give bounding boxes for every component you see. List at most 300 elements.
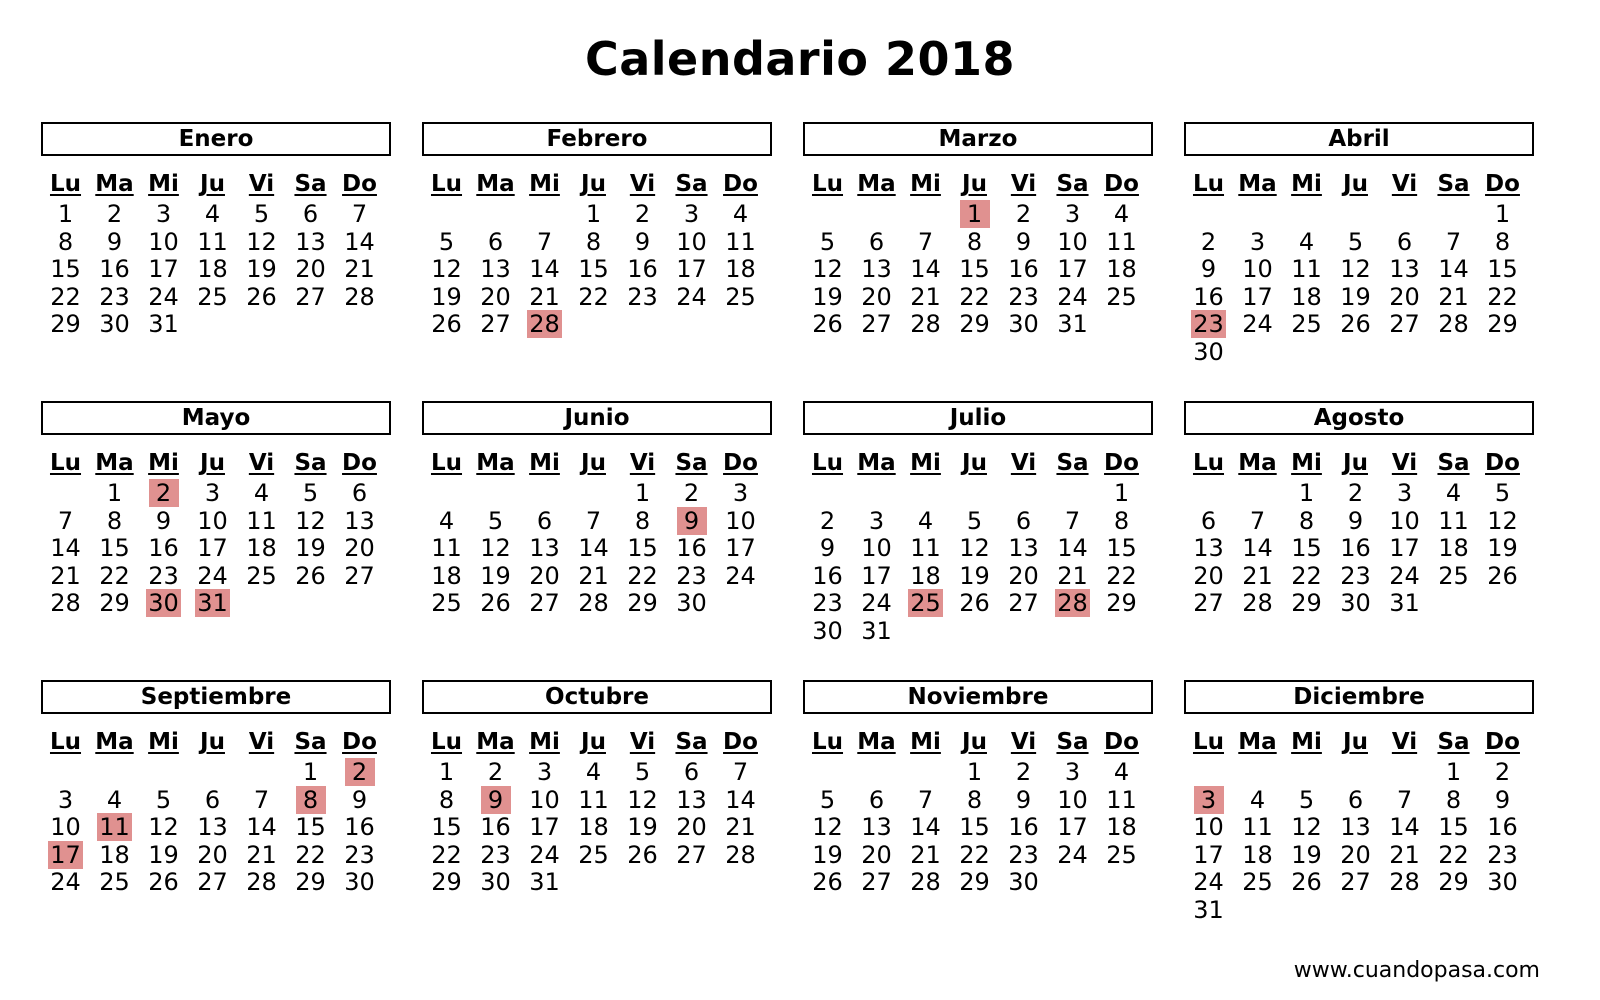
calendar-day: 28 (344, 282, 375, 311)
weekday-label: Ju (581, 171, 606, 197)
holiday-day: 17 (50, 840, 81, 869)
calendar-day: 3 (204, 479, 221, 507)
weekday-label: Do (723, 729, 758, 755)
calendar-day: 17 (1057, 255, 1088, 284)
calendar-day: 24 (197, 561, 228, 590)
calendar-day: 9 (1015, 785, 1032, 814)
calendar-day: 27 (197, 868, 228, 897)
calendar-day: 11 (1291, 255, 1322, 284)
calendar-day: 26 (246, 282, 277, 311)
calendar-day: 21 (910, 840, 941, 869)
calendar-day: 24 (148, 282, 179, 311)
weekday-label: Sa (294, 729, 327, 755)
calendar-day: 13 (529, 534, 560, 563)
calendar-day: 22 (50, 282, 81, 311)
calendar-day: 21 (344, 255, 375, 284)
calendar-day: 4 (438, 506, 455, 535)
calendar-day: 26 (431, 310, 462, 339)
month-days (803, 156, 1153, 376)
calendar-day: 5 (438, 227, 455, 256)
weekday-label: Do (1104, 450, 1139, 476)
month-header: Septiembre (41, 680, 391, 714)
calendar-day: 10 (50, 813, 81, 842)
calendar-day: 16 (1008, 255, 1039, 284)
calendar-day: 23 (812, 589, 843, 618)
calendar-day: 30 (99, 310, 130, 339)
calendar-day: 19 (1291, 840, 1322, 869)
calendar-day: 24 (725, 561, 756, 590)
calendar-day: 21 (529, 282, 560, 311)
calendar-day: 23 (99, 282, 130, 311)
weekday-label: Ma (857, 450, 896, 476)
holiday-day: 1 (950, 200, 999, 228)
calendar-day: 8 (634, 506, 651, 535)
weekday-label: Sa (675, 171, 708, 197)
calendar-day: 20 (1193, 561, 1224, 590)
weekday-label: Do (342, 450, 377, 476)
calendar-day: 20 (344, 534, 375, 563)
calendar-day: 2 (1015, 200, 1032, 228)
calendar-day: 20 (861, 282, 892, 311)
weekday-label: Vi (629, 729, 656, 755)
calendar-day: 22 (1291, 561, 1322, 590)
calendar-day: 10 (1057, 785, 1088, 814)
calendar-day: 9 (1200, 255, 1217, 284)
holiday-day: 3 (1184, 786, 1233, 814)
calendar-day: 9 (1347, 506, 1364, 535)
calendar-day: 3 (683, 200, 700, 228)
calendar-day: 14 (246, 813, 277, 842)
holiday-day: 9 (471, 786, 520, 814)
weekday-label: Sa (1437, 450, 1470, 476)
calendar-day: 14 (725, 785, 756, 814)
calendar-day: 6 (302, 200, 319, 228)
calendar-day: 19 (148, 840, 179, 869)
weekday-label: Ma (1238, 171, 1277, 197)
calendar-day: 22 (1106, 561, 1137, 590)
calendar-day: 2 (106, 200, 123, 228)
month-abril (1184, 122, 1534, 376)
calendar-day: 25 (725, 282, 756, 311)
weekday-label: Lu (1192, 450, 1225, 476)
calendar-day: 29 (431, 868, 462, 897)
calendar-day: 19 (959, 561, 990, 590)
month-header: Junio (422, 401, 772, 435)
month-header: Agosto (1184, 401, 1534, 435)
calendar-day: 6 (683, 758, 700, 786)
calendar-day: 16 (1340, 534, 1371, 563)
calendar-day: 11 (725, 227, 756, 256)
calendar-day: 10 (861, 534, 892, 563)
calendar-day: 16 (1487, 813, 1518, 842)
calendar-day: 5 (487, 506, 504, 535)
calendar-day: 11 (1438, 506, 1469, 535)
calendar-day: 1 (106, 479, 123, 507)
calendar-day: 14 (1242, 534, 1273, 563)
calendar-day: 18 (1106, 255, 1137, 284)
calendar-day: 27 (1340, 868, 1371, 897)
weekday-label: Mi (529, 450, 560, 476)
calendar-day: 5 (634, 758, 651, 786)
month-diciembre (1184, 680, 1534, 934)
calendar-day: 3 (536, 758, 553, 786)
calendar-day: 3 (155, 200, 172, 228)
calendar-day: 24 (50, 868, 81, 897)
calendar-day: 15 (1291, 534, 1322, 563)
calendar-day: 8 (106, 506, 123, 535)
calendar-day: 15 (1487, 255, 1518, 284)
calendar-day: 7 (917, 227, 934, 256)
month-marzo (803, 122, 1153, 376)
calendar-day: 15 (1106, 534, 1137, 563)
month-octubre (422, 680, 772, 934)
calendar-day: 6 (536, 506, 553, 535)
calendar-day: 9 (634, 227, 651, 256)
calendar-day: 12 (812, 813, 843, 842)
weekday-label: Vi (248, 729, 275, 755)
calendar-day: 24 (1193, 868, 1224, 897)
calendar-day: 19 (246, 255, 277, 284)
calendar-day: 29 (1438, 868, 1469, 897)
weekday-label: Ma (857, 729, 896, 755)
calendar-day: 6 (1347, 785, 1364, 814)
weekday-label: Mi (1291, 729, 1322, 755)
calendar-day: 31 (1389, 589, 1420, 618)
weekday-label: Sa (1056, 450, 1089, 476)
month-days (41, 714, 391, 934)
month-days (41, 156, 391, 376)
calendar-day: 12 (148, 813, 179, 842)
calendar-day: 22 (431, 840, 462, 869)
weekday-label: Ju (200, 729, 225, 755)
calendar-day: 24 (1057, 840, 1088, 869)
calendar-day: 14 (1057, 534, 1088, 563)
calendar-day: 20 (1340, 840, 1371, 869)
calendar-day: 29 (959, 868, 990, 897)
calendar-day: 25 (1438, 561, 1469, 590)
calendar-day: 2 (487, 758, 504, 786)
calendar-day: 10 (1242, 255, 1273, 284)
weekday-label: Lu (811, 729, 844, 755)
calendar-day: 15 (959, 813, 990, 842)
weekday-label: Lu (49, 729, 82, 755)
calendar-day: 18 (99, 840, 130, 869)
calendar-day: 6 (1200, 506, 1217, 535)
calendar-day: 14 (1389, 813, 1420, 842)
calendar-day: 17 (1389, 534, 1420, 563)
weekday-label: Ma (95, 729, 134, 755)
calendar-day: 7 (732, 758, 749, 786)
calendar-day: 22 (959, 282, 990, 311)
month-days (422, 714, 772, 934)
calendar-day: 29 (1106, 589, 1137, 618)
weekday-label: Ju (962, 171, 987, 197)
weekday-label: Ju (200, 171, 225, 197)
weekday-label: Sa (675, 729, 708, 755)
calendar-day: 23 (676, 561, 707, 590)
calendar-day: 17 (148, 255, 179, 284)
calendar-day: 12 (295, 506, 326, 535)
calendar-day: 29 (50, 310, 81, 339)
calendar-day: 27 (1193, 589, 1224, 618)
page-title: Calendario 2018 (584, 32, 1016, 86)
calendar-day: 4 (585, 758, 602, 786)
weekday-label: Ma (476, 729, 515, 755)
calendar-day: 11 (1242, 813, 1273, 842)
calendar-day: 8 (585, 227, 602, 256)
calendar-day: 5 (1494, 479, 1511, 507)
calendar-day: 7 (917, 785, 934, 814)
calendar-day: 18 (578, 813, 609, 842)
calendar-day: 9 (106, 227, 123, 256)
weekday-label: Do (342, 729, 377, 755)
weekday-label: Mi (910, 729, 941, 755)
holiday-day: 8 (286, 786, 335, 814)
calendar-day: 1 (1494, 200, 1511, 228)
weekday-label: Lu (430, 450, 463, 476)
calendar-day: 31 (861, 617, 892, 645)
calendar-day: 19 (295, 534, 326, 563)
calendar-day: 4 (917, 506, 934, 535)
calendar-day: 20 (197, 840, 228, 869)
calendar-day: 30 (480, 868, 511, 897)
calendar-day: 24 (1057, 282, 1088, 311)
holiday-day: 30 (148, 589, 179, 618)
calendar-day: 4 (1249, 785, 1266, 814)
calendar-day: 18 (1438, 534, 1469, 563)
calendar-day: 25 (431, 589, 462, 618)
weekday-label: Sa (1056, 729, 1089, 755)
calendar-day: 18 (1242, 840, 1273, 869)
weekday-label: Sa (1056, 171, 1089, 197)
calendar-day: 25 (246, 561, 277, 590)
calendar-day: 4 (106, 785, 123, 814)
calendar-day: 21 (1389, 840, 1420, 869)
weekday-label: Lu (1192, 729, 1225, 755)
calendar-day: 27 (861, 868, 892, 897)
weekday-label: Vi (629, 450, 656, 476)
calendar-day: 3 (1064, 200, 1081, 228)
holiday-day: 28 (529, 310, 560, 339)
calendar-day: 6 (868, 785, 885, 814)
weekday-label: Vi (1010, 171, 1037, 197)
calendar-day: 20 (1008, 561, 1039, 590)
calendar-day: 30 (344, 868, 375, 897)
calendar-day: 3 (57, 785, 74, 814)
calendar-day: 25 (578, 840, 609, 869)
calendar-day: 14 (344, 227, 375, 256)
month-header: Febrero (422, 122, 772, 156)
calendar-day: 2 (634, 200, 651, 228)
calendar-day: 11 (197, 227, 228, 256)
calendar-day: 28 (1242, 589, 1273, 618)
weekday-label: Ju (962, 450, 987, 476)
calendar-day: 15 (50, 255, 81, 284)
calendar-day: 18 (431, 561, 462, 590)
calendar-day: 27 (1008, 589, 1039, 618)
month-header: Noviembre (803, 680, 1153, 714)
calendar-day: 8 (966, 785, 983, 814)
calendar-day: 15 (959, 255, 990, 284)
calendar-day: 27 (676, 840, 707, 869)
calendar-day: 23 (1340, 561, 1371, 590)
calendar-day: 12 (431, 255, 462, 284)
weekday-label: Vi (1010, 729, 1037, 755)
calendar-day: 21 (1057, 561, 1088, 590)
weekday-label: Ju (1343, 171, 1368, 197)
calendar-day: 16 (1008, 813, 1039, 842)
calendar-day: 18 (725, 255, 756, 284)
calendar-day: 26 (295, 561, 326, 590)
calendar-day: 4 (732, 200, 749, 228)
calendar-day: 16 (676, 534, 707, 563)
month-days (422, 156, 772, 376)
calendar-day: 31 (1057, 310, 1088, 339)
holiday-day: 2 (139, 479, 188, 507)
calendar-day: 26 (959, 589, 990, 618)
calendar-day: 17 (725, 534, 756, 563)
month-header: Octubre (422, 680, 772, 714)
calendar-day: 8 (57, 227, 74, 256)
calendar-day: 31 (529, 868, 560, 897)
calendar-day: 26 (480, 589, 511, 618)
calendar-day: 31 (148, 310, 179, 339)
calendar-day: 15 (1438, 813, 1469, 842)
calendar-day: 3 (1064, 758, 1081, 786)
calendar-day: 18 (1106, 813, 1137, 842)
calendar-day: 2 (1494, 758, 1511, 786)
calendar-day: 7 (253, 785, 270, 814)
calendar-day: 28 (1438, 310, 1469, 339)
weekday-label: Ma (476, 450, 515, 476)
weekday-label: Lu (49, 450, 82, 476)
weekday-label: Lu (811, 450, 844, 476)
calendar-day: 27 (344, 561, 375, 590)
holiday-day: 31 (197, 589, 228, 618)
calendar-day: 15 (627, 534, 658, 563)
calendar-day: 19 (627, 813, 658, 842)
calendar-day: 12 (246, 227, 277, 256)
holiday-day: 25 (910, 589, 941, 618)
calendar-day: 8 (1445, 785, 1462, 814)
calendar-day: 27 (295, 282, 326, 311)
calendar-day: 30 (1487, 868, 1518, 897)
calendar-day: 27 (861, 310, 892, 339)
calendar-day: 14 (910, 813, 941, 842)
holiday-day: 23 (1193, 310, 1224, 339)
calendar-day: 29 (627, 589, 658, 618)
calendar-day: 26 (1487, 561, 1518, 590)
calendar-day: 6 (868, 227, 885, 256)
calendar-day: 5 (1347, 227, 1364, 256)
month-septiembre (41, 680, 391, 934)
calendar-day: 26 (627, 840, 658, 869)
calendar-day: 30 (1008, 310, 1039, 339)
calendar-day: 7 (1249, 506, 1266, 535)
calendar-day: 28 (578, 589, 609, 618)
weekday-label: Sa (294, 450, 327, 476)
calendar-day: 11 (246, 506, 277, 535)
calendar-day: 15 (431, 813, 462, 842)
calendar-day: 7 (536, 227, 553, 256)
calendar-day: 20 (861, 840, 892, 869)
calendar-day: 2 (1015, 758, 1032, 786)
calendar-day: 17 (676, 255, 707, 284)
calendar-day: 3 (1396, 479, 1413, 507)
calendar-day: 22 (1487, 282, 1518, 311)
calendar-day: 26 (148, 868, 179, 897)
month-header: Enero (41, 122, 391, 156)
weekday-label: Mi (148, 450, 179, 476)
calendar-day: 27 (480, 310, 511, 339)
calendar-day: 13 (480, 255, 511, 284)
calendar-day: 13 (676, 785, 707, 814)
calendar-day: 20 (480, 282, 511, 311)
calendar-day: 7 (1396, 785, 1413, 814)
calendar-day: 1 (634, 479, 651, 507)
calendar-day: 2 (819, 506, 836, 535)
calendar-day: 10 (197, 506, 228, 535)
calendar-day: 3 (1249, 227, 1266, 256)
calendar-day: 1 (57, 200, 74, 228)
calendar-day: 10 (1389, 506, 1420, 535)
calendar-day: 24 (529, 840, 560, 869)
calendar-day: 23 (627, 282, 658, 311)
weekday-label: Lu (430, 729, 463, 755)
holiday-day: 2 (335, 758, 384, 786)
calendar-day: 13 (1340, 813, 1371, 842)
weekday-label: Vi (1391, 450, 1418, 476)
calendar-day: 10 (1057, 227, 1088, 256)
calendar-day: 29 (295, 868, 326, 897)
month-days (422, 435, 772, 655)
weekday-label: Vi (248, 450, 275, 476)
calendar-day: 30 (812, 617, 843, 645)
weekday-label: Ju (962, 729, 987, 755)
calendar-day: 6 (487, 227, 504, 256)
calendar-day: 12 (480, 534, 511, 563)
calendar-day: 5 (819, 227, 836, 256)
calendar-day: 17 (1193, 840, 1224, 869)
calendar-day: 20 (529, 561, 560, 590)
calendar-day: 22 (578, 282, 609, 311)
calendar-day: 17 (1242, 282, 1273, 311)
calendar-day: 13 (295, 227, 326, 256)
month-days (803, 714, 1153, 934)
calendar-day: 7 (351, 200, 368, 228)
calendar-day: 8 (966, 227, 983, 256)
weekday-label: Lu (430, 171, 463, 197)
calendar-day: 5 (155, 785, 172, 814)
weekday-label: Mi (1291, 171, 1322, 197)
calendar-day: 17 (861, 561, 892, 590)
weekday-label: Ju (200, 450, 225, 476)
weekday-label: Sa (1437, 171, 1470, 197)
calendar-day: 6 (1396, 227, 1413, 256)
calendar-day: 6 (1015, 506, 1032, 535)
calendar-day: 30 (1193, 338, 1224, 366)
calendar-day: 31 (1193, 896, 1224, 924)
month-junio (422, 401, 772, 655)
weekday-label: Do (1485, 729, 1520, 755)
calendar-day: 13 (344, 506, 375, 535)
month-mayo (41, 401, 391, 655)
weekday-label: Mi (529, 729, 560, 755)
weekday-label: Ma (1238, 729, 1277, 755)
calendar-day: 11 (1106, 227, 1137, 256)
weekday-label: Do (342, 171, 377, 197)
calendar-day: 2 (683, 479, 700, 507)
